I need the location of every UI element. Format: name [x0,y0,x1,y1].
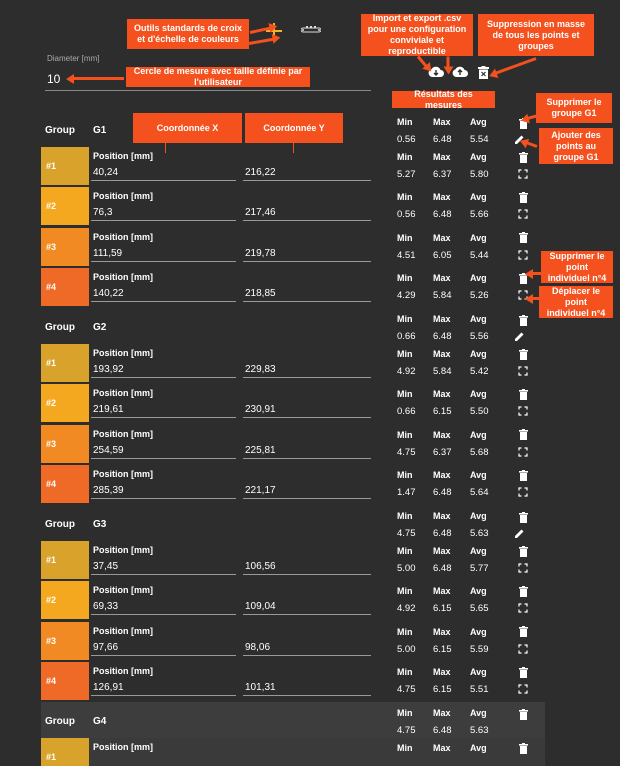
point-min: 4.75 [397,446,416,458]
point-min: 4.29 [397,290,416,302]
diameter-underline [45,90,371,91]
coord-y-value[interactable]: 225,81 [245,444,276,456]
group-label: Group [45,125,75,136]
max-header: Max [433,743,451,753]
point-min: 5.00 [397,563,416,574]
coord-y-underline [243,458,371,459]
point-id-badge: #3 [41,228,89,266]
point-id-badge: #3 [41,622,89,660]
trash-icon[interactable] [516,313,530,327]
avg-header: Avg [470,626,487,637]
max-header: Max [433,708,451,718]
annotation-coord-x: Coordonnée X [133,113,242,143]
point-avg: 5.77 [470,563,489,574]
coord-x-value[interactable]: 76,3 [93,207,113,219]
group-label: Group [45,716,75,727]
avg-header: Avg [470,192,487,203]
max-header: Max [433,586,451,597]
coord-x-value[interactable]: 97,66 [93,641,119,653]
point-id-badge: #2 [41,581,89,619]
trash-icon[interactable] [516,544,530,558]
annotation-results: Résultats des mesures [392,91,495,108]
move-icon[interactable] [516,364,530,378]
point-min: 4.92 [397,603,416,615]
avg-header: Avg [470,586,487,597]
trash-icon[interactable] [516,468,530,482]
position-label: Position [mm] [93,272,153,283]
move-icon[interactable] [516,167,530,181]
point-avg: 5.65 [470,603,489,615]
min-header: Min [397,117,413,127]
point-avg: 5.42 [470,366,489,377]
coord-y-underline [243,574,371,575]
coord-y-underline [243,498,371,499]
arrow-upload [447,57,450,69]
group-label: Group [45,322,75,333]
coord-y-underline [243,220,371,221]
trash-icon[interactable] [516,190,530,204]
coord-x-value[interactable]: 140,22 [93,288,124,300]
point-min: 4.92 [397,366,416,377]
coord-y-value[interactable]: 109,04 [245,601,276,613]
position-label: Position [mm] [93,742,153,752]
min-header: Min [397,667,413,678]
coord-y-value[interactable]: 219,78 [245,247,276,259]
coord-x-value[interactable]: 193,92 [93,364,124,375]
group-max: 6.48 [433,725,452,736]
annotation-circle: Cercle de mesure avec taille définie par l'utilisateur [126,67,310,87]
coord-x-underline [91,180,236,181]
coord-x-underline [91,655,236,656]
position-label: Position [mm] [93,666,153,677]
group-name: G2 [93,322,107,333]
point-max: 6.15 [433,643,452,655]
point-id-badge: #2 [41,384,89,422]
coord-y-value[interactable]: 98,06 [245,641,271,653]
min-header: Min [397,349,413,359]
min-header: Min [397,743,413,753]
arrow-delete-all [494,57,536,75]
avg-header: Avg [470,273,487,284]
move-icon[interactable] [516,207,530,221]
point-max: 6.05 [433,249,452,261]
point-max: 6.37 [433,169,452,180]
coord-x-value[interactable]: 254,59 [93,444,124,456]
position-label: Position [mm] [93,191,153,202]
group-label: Group [45,519,75,530]
coord-x-value[interactable]: 219,61 [93,404,124,416]
arrow-tools-scale [249,38,275,45]
trash-icon[interactable] [516,707,530,721]
move-icon[interactable] [516,601,530,615]
point-max: 6.48 [433,487,452,499]
coord-y-value[interactable]: 230,91 [245,404,276,416]
trash-icon[interactable] [516,347,530,361]
move-icon[interactable] [516,485,530,499]
arrow-download [417,56,428,69]
group-max: 6.48 [433,134,452,145]
pencil-icon[interactable] [512,526,526,540]
avg-header: Avg [470,389,487,400]
move-icon[interactable] [516,445,530,459]
point-max: 5.84 [433,290,452,302]
trash-icon[interactable] [516,387,530,401]
group-name: G1 [93,125,107,136]
min-header: Min [397,152,413,162]
avg-header: Avg [470,470,487,481]
max-header: Max [433,349,451,359]
max-header: Max [433,152,451,162]
position-label: Position [mm] [93,388,153,399]
avg-header: Avg [470,152,487,162]
annotation-move-point: Déplacer le point individuel n°4 [539,286,613,318]
annotation-delete-group: Supprimer le groupe G1 [536,93,612,123]
coord-y-pointer [293,143,294,153]
move-icon[interactable] [516,642,530,656]
diameter-label: Diameter [mm] [47,54,100,63]
coord-y-value[interactable]: 221,17 [245,485,276,497]
point-id-badge: #4 [41,662,89,700]
avg-header: Avg [470,708,487,718]
max-header: Max [433,667,451,678]
point-min: 0.56 [397,209,416,221]
coord-x-underline [91,301,236,302]
arrow-add-points [525,141,537,148]
coord-y-underline [243,377,371,378]
coord-y-value[interactable]: 229,83 [245,364,276,375]
group-min: 4.75 [397,528,416,539]
annotation-delete-point: Supprimer le point individuel n°4 [541,251,613,283]
avg-header: Avg [470,349,487,359]
group-avg: 5.63 [470,528,489,539]
point-avg: 5.51 [470,684,489,696]
trash-icon[interactable] [516,231,530,245]
coord-x-value[interactable]: 69,33 [93,601,119,613]
point-min: 4.51 [397,249,416,261]
trash-icon[interactable] [516,741,530,755]
coord-y-value[interactable]: 217,46 [245,207,276,219]
pencil-icon[interactable] [512,329,526,343]
max-header: Max [433,232,451,243]
min-header: Min [397,232,413,243]
point-min: 5.00 [397,643,416,655]
max-header: Max [433,546,451,556]
coord-x-underline [91,574,236,575]
point-id-badge: #1 [41,541,89,579]
coord-x-underline [91,417,236,418]
point-min: 4.75 [397,684,416,696]
move-icon[interactable] [516,404,530,418]
coord-x-underline [91,220,236,221]
avg-header: Avg [470,511,487,521]
trash-icon[interactable] [516,584,530,598]
group-avg: 5.54 [470,134,489,145]
coord-x-underline [91,614,236,615]
group-max: 6.48 [433,528,452,539]
avg-header: Avg [470,546,487,556]
group-min: 4.75 [397,725,416,736]
point-min: 5.27 [397,169,416,180]
position-label: Position [mm] [93,428,153,439]
max-header: Max [433,626,451,637]
group-avg: 5.63 [470,725,489,736]
annotation-add-points: Ajouter des points au groupe G1 [539,128,613,164]
point-max: 6.48 [433,209,452,221]
coord-x-underline [91,458,236,459]
min-header: Min [397,314,413,324]
group-min: 0.66 [397,331,416,342]
avg-header: Avg [470,667,487,678]
coord-y-underline [243,180,371,181]
group-avg: 5.56 [470,331,489,342]
point-id-badge: #4 [41,268,89,306]
arrow-move-point [531,297,539,300]
min-header: Min [397,626,413,637]
min-header: Min [397,389,413,400]
coord-y-underline [243,417,371,418]
arrow-circle [72,77,124,80]
position-label: Position [mm] [93,231,153,242]
trash-icon[interactable] [516,665,530,679]
point-id-badge: #1 [41,344,89,382]
point-avg: 5.66 [470,209,489,221]
coord-x-pointer [165,143,166,153]
annotation-import-export: Import et export .csv pour une configuration conviviale et reproductible [361,14,473,56]
max-header: Max [433,429,451,440]
color-scale-icon[interactable] [300,24,322,36]
point-id-badge: #4 [41,465,89,503]
cloud-upload-icon[interactable] [452,64,468,80]
min-header: Min [397,586,413,597]
point-avg: 5.44 [470,249,489,261]
coord-x-value[interactable]: 126,91 [93,682,124,694]
coord-x-value[interactable]: 37,45 [93,561,119,572]
annotation-coord-y: Coordonnée Y [245,113,343,143]
max-header: Max [433,389,451,400]
max-header: Max [433,117,451,127]
min-header: Min [397,470,413,481]
max-header: Max [433,314,451,324]
coord-y-underline [243,261,371,262]
coord-y-underline [243,695,371,696]
coord-y-value[interactable]: 218,85 [245,288,276,300]
group-name: G3 [93,519,107,530]
min-header: Min [397,192,413,203]
position-label: Position [mm] [93,545,153,555]
diameter-input[interactable]: 10 [47,72,61,86]
avg-header: Avg [470,117,487,127]
point-max: 6.48 [433,563,452,574]
move-icon[interactable] [516,682,530,696]
point-avg: 5.64 [470,487,489,499]
annotation-delete-all: Suppression en masse de tous les points et groupes [478,14,594,56]
coord-y-underline [243,614,371,615]
point-min: 1.47 [397,487,416,499]
point-id-badge: #2 [41,187,89,225]
point-max: 6.15 [433,603,452,615]
point-max: 6.15 [433,684,452,696]
avg-header: Avg [470,743,487,753]
point-avg: 5.59 [470,643,489,655]
point-avg: 5.50 [470,406,489,418]
point-avg: 5.26 [470,290,489,302]
group-name: G4 [93,716,107,727]
max-header: Max [433,273,451,284]
coord-x-value[interactable]: 285,39 [93,485,124,497]
min-header: Min [397,273,413,284]
position-label: Position [mm] [93,151,153,161]
avg-header: Avg [470,314,487,324]
coord-x-underline [91,377,236,378]
move-icon[interactable] [516,248,530,262]
coord-x-underline [91,261,236,262]
coord-x-value[interactable]: 111,59 [93,247,123,259]
trash-icon[interactable] [516,510,530,524]
min-header: Min [397,511,413,521]
trash-icon[interactable] [516,625,530,639]
arrow-delete-point [531,272,541,275]
coord-y-underline [243,655,371,656]
max-header: Max [433,192,451,203]
point-max: 5.84 [433,366,452,377]
position-label: Position [mm] [93,348,153,358]
min-header: Min [397,429,413,440]
point-id-badge: #3 [41,425,89,463]
coord-x-value[interactable]: 40,24 [93,167,119,178]
point-max: 6.37 [433,446,452,458]
group-max: 6.48 [433,331,452,342]
min-header: Min [397,708,413,718]
point-avg: 5.68 [470,446,489,458]
max-header: Max [433,511,451,521]
coord-y-value[interactable]: 216,22 [245,167,276,178]
trash-icon[interactable] [516,150,530,164]
position-label: Position [mm] [93,585,153,596]
point-max: 6.15 [433,406,452,418]
coord-x-underline [91,695,236,696]
group-min: 0.56 [397,134,416,145]
avg-header: Avg [470,232,487,243]
max-header: Max [433,470,451,481]
coord-x-underline [91,498,236,499]
point-avg: 5.80 [470,169,489,180]
position-label: Position [mm] [93,625,153,636]
min-header: Min [397,546,413,556]
annotation-tools: Outils standards de croix et d'échelle de couleurs [127,19,249,49]
position-label: Position [mm] [93,469,153,480]
point-id-badge: #1 [41,147,89,185]
avg-header: Avg [470,429,487,440]
coord-y-value[interactable]: 106,56 [245,561,276,572]
coord-y-underline [243,301,371,302]
point-min: 0.66 [397,406,416,418]
point-id-badge: #1 [41,738,89,766]
trash-icon[interactable] [516,428,530,442]
move-icon[interactable] [516,561,530,575]
coord-y-value[interactable]: 101,31 [245,682,276,694]
